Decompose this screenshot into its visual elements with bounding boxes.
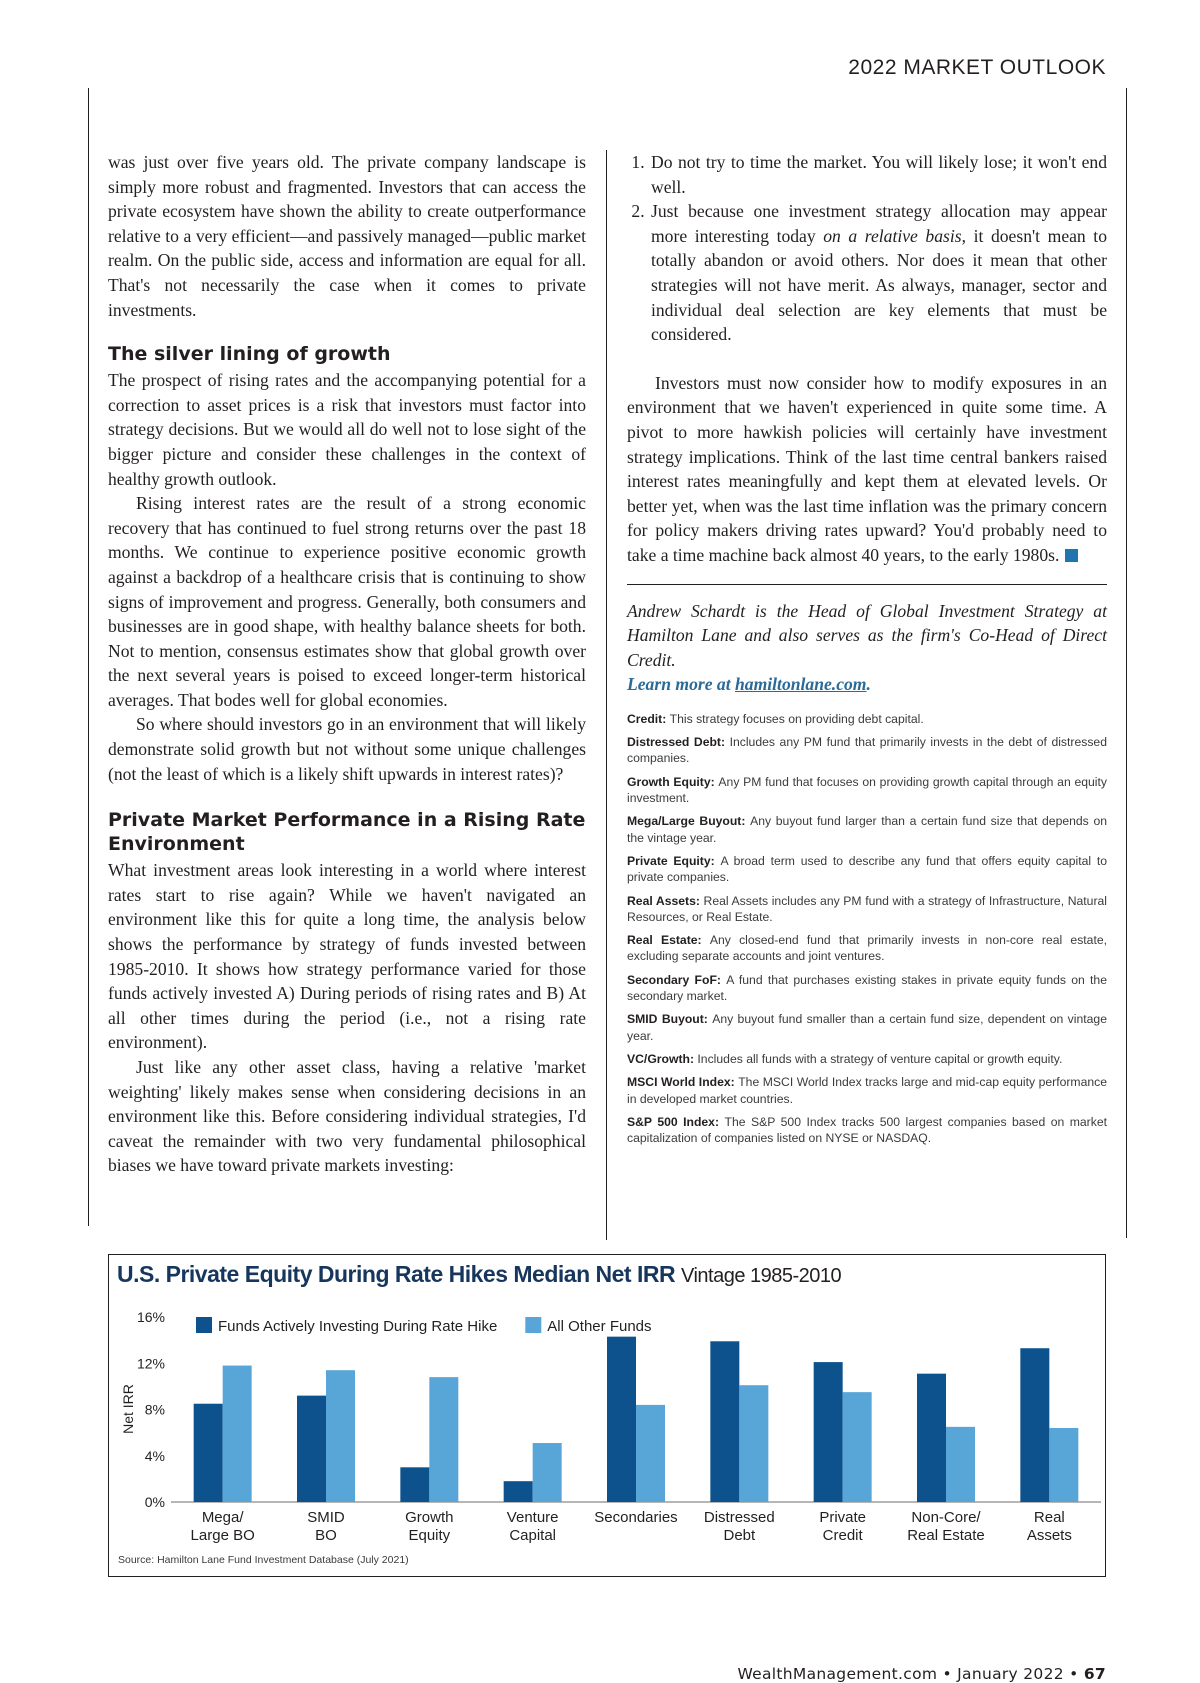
bar	[297, 1396, 326, 1502]
x-tick-label: Real Estate	[907, 1527, 985, 1544]
x-tick-label: Non-Core/	[911, 1509, 981, 1526]
glossary-definition: Any PM fund that focuses on providing growth capital through an equity investment.	[627, 774, 1107, 806]
paragraph: What investment areas look interesting in a world where interest rates start to rise again? While we haven't navigated an environment like this for quite a long time, the analysis below shows the performance by strategy of funds invested between 1985-2010. It shows how strategy performance varied for those funds actively invested A) During periods of rising rates and B) At all other times during the period (i.e., not a rising rate environment).	[108, 860, 586, 1053]
glossary-term: S&P 500 Index:	[627, 1114, 725, 1129]
bar	[194, 1404, 223, 1502]
glossary-entry	[627, 853, 1107, 886]
x-tick-label: Credit	[822, 1527, 863, 1544]
glossary-term: Growth Equity:	[627, 774, 719, 789]
glossary-definition: The MSCI World Index tracks large and mid-cap equity performance in developed market countries.	[627, 1075, 1107, 1106]
bar	[917, 1374, 946, 1502]
right-column	[627, 150, 1107, 1153]
glossary-definition: Any closed-end fund that primarily invests in non-core real estate, excluding separate accounts and joint ventures.	[627, 933, 1108, 964]
paragraph: Rising interest rates are the result of a strong economic recovery that has continued to fuel strong returns over the past 18 months. We continue to experience positive economic growth against a backdrop of a healthcare crisis that is continuing to show signs of improvement and progress. Generally, both consumers and businesses are in good shape, with healthy balance sheets for both. Not to mention, consensus estimates show that global growth over the next several years is poised to exceed longer-term historical averages. That bodes well for global economies.	[108, 493, 586, 710]
list-item	[649, 199, 1107, 347]
glossary-entry	[627, 1011, 1107, 1044]
column-divider-rule	[606, 150, 607, 1240]
biases-list	[627, 150, 1107, 347]
right-margin-rule	[1126, 88, 1127, 1238]
x-tick-label: Secondaries	[594, 1509, 678, 1526]
bar	[326, 1370, 355, 1502]
end-mark-icon	[1065, 549, 1078, 562]
y-axis-label: Net IRR	[120, 1384, 136, 1434]
page-footer	[737, 1665, 1106, 1683]
glossary-entry	[627, 893, 1107, 926]
divider	[627, 584, 1107, 585]
chart-source: Source: Hamilton Lane Fund Investment Database (July 2021)	[118, 1554, 409, 1566]
footer-separator: •	[1069, 1665, 1079, 1683]
glossary-definition: Any buyout fund smaller than a certain fund size, dependent on vintage year.	[627, 1012, 1107, 1043]
glossary-term: MSCI World Index:	[627, 1075, 739, 1090]
paragraph: Just like any other asset class, having a relative 'market weighting' likely makes sense when considering decisions in an environment like this. Before considering individual strategies, I'd caveat the remainder with two very fundamental philosophical biases we have toward private markets investing:	[108, 1057, 586, 1176]
paragraph: was just over five years old. The private company landscape is simply more robust and fragmented. Investors that can access the private ecosystem have shown the ability to create outperformance relative to a very efficient—and passively managed—public market realm. On the public side, access and information are equal for all. That's not necessarily the case when it comes to private investments.	[108, 152, 586, 320]
glossary-entry	[627, 932, 1107, 965]
glossary-term: Real Assets:	[627, 893, 704, 908]
x-tick-label: Growth	[405, 1509, 454, 1526]
learn-more-link[interactable]: hamiltonlane.com	[735, 674, 867, 695]
bar	[1049, 1428, 1078, 1502]
bar	[739, 1385, 768, 1502]
list-item-emphasis: on a relative basis	[823, 225, 962, 246]
list-item	[649, 150, 1107, 199]
glossary-entry	[627, 1051, 1107, 1067]
glossary-definition: A broad term used to describe any fund that offers equity capital to private companies.	[627, 853, 1107, 885]
glossary-definition: Includes all funds with a strategy of venture capital or growth equity.	[697, 1051, 1063, 1066]
learn-more-prefix: Learn more at	[627, 674, 736, 695]
bar	[504, 1481, 533, 1502]
x-tick-label: Real	[1033, 1509, 1065, 1526]
glossary-term: Real Estate:	[627, 933, 710, 948]
chart-title-text: U.S. Private Equity During Rate Hikes Median Net IRR	[117, 1261, 676, 1287]
bar-chart	[109, 1255, 1104, 1575]
y-tick-label: 0%	[144, 1494, 165, 1510]
section-heading: Private Market Performance in a Rising Rate Environment	[108, 809, 586, 856]
glossary-term: VC/Growth:	[627, 1051, 698, 1066]
glossary-definition: Any buyout fund larger than a certain fund size that depends on the vintage year.	[627, 814, 1107, 845]
chart-subtitle: Vintage 1985-2010	[680, 1265, 842, 1287]
glossary-definition: A fund that purchases existing stakes in private equity funds on the secondary market.	[627, 972, 1107, 1004]
legend-label: Funds Actively Investing During Rate Hike	[218, 1318, 498, 1335]
x-tick-label: Private	[819, 1509, 867, 1526]
bar	[223, 1366, 252, 1502]
left-margin-rule	[88, 88, 89, 1226]
bar	[710, 1341, 739, 1502]
glossary-entry	[627, 972, 1107, 1005]
paragraph: So where should investors go in an environment that will likely demonstrate solid growth but not without some unique challenges (not the least of which is a likely shift upwards in interest rates)?	[108, 714, 586, 784]
x-tick-label: SMID	[307, 1509, 345, 1526]
bar	[429, 1377, 458, 1502]
list-item-text: Just because one investment strategy allocation may appear more interesting today	[651, 201, 1107, 246]
x-tick-label: BO	[315, 1527, 337, 1544]
glossary-definition: The S&P 500 Index tracks 500 largest companies based on market capitalization of companies listed on NYSE or NASDAQ.	[627, 1114, 1107, 1146]
bar	[1020, 1348, 1049, 1502]
x-tick-label: Equity	[408, 1527, 451, 1544]
bar	[843, 1392, 872, 1502]
glossary-term: Credit:	[627, 711, 670, 726]
glossary-entry	[627, 734, 1107, 767]
section-heading: The silver lining of growth	[108, 343, 391, 366]
legend-label: All Other Funds	[547, 1318, 652, 1335]
glossary-entry	[627, 1114, 1107, 1147]
glossary-term: Secondary FoF:	[627, 972, 727, 987]
glossary-entry	[627, 711, 1107, 727]
footer-date: January 2022	[957, 1665, 1064, 1683]
glossary	[627, 711, 1107, 1147]
glossary-term: SMID Buyout:	[627, 1012, 713, 1027]
x-tick-label: Venture	[506, 1509, 559, 1526]
footer-separator: •	[942, 1665, 952, 1683]
glossary-definition: Real Assets includes any PM fund with a strategy of Infrastructure, Natural Resources, or Real Estate.	[627, 893, 1107, 924]
bar	[946, 1427, 975, 1502]
footer-site: WealthManagement.com	[737, 1665, 938, 1683]
glossary-definition: This strategy focuses on providing debt capital.	[669, 711, 924, 726]
list-item-text: , it doesn't mean to totally abandon or avoid others. Nor does it mean that other strategies will not have merit. As always, manager, sector and individual deal selection are key elements that must be considered.	[651, 225, 1107, 345]
y-tick-label: 16%	[136, 1309, 165, 1325]
paragraph	[627, 371, 1107, 568]
paragraph-text: Investors must now consider how to modify exposures in an environment that we haven't experienced in quite some time. A pivot to more hawkish policies will certainly have investment strategy implications. Think of the last time central bankers raised interest rates meaningfully and kept them at elevated levels. Or better yet, when was the last time inflation was the primary concern for policy makers driving rates upward? You'd probably need to take a time machine back almost 40 years, to the early 1980s.	[627, 372, 1107, 565]
glossary-term: Mega/Large Buyout:	[627, 814, 751, 829]
bar	[814, 1362, 843, 1502]
legend-swatch	[525, 1317, 541, 1333]
bar	[607, 1337, 636, 1502]
glossary-entry	[627, 1074, 1107, 1107]
bar	[400, 1467, 429, 1502]
y-tick-label: 4%	[144, 1447, 165, 1464]
chart-box	[108, 1254, 1106, 1577]
x-tick-label: Mega/	[201, 1509, 244, 1526]
glossary-term: Private Equity:	[627, 853, 721, 868]
x-tick-label: Assets	[1026, 1527, 1072, 1544]
learn-more	[627, 672, 1107, 697]
list-item-text: Do not try to time the market. You will likely lose; it won't end well.	[651, 152, 1107, 197]
author-bio: Andrew Schardt is the Head of Global Investment Strategy at Hamilton Lane and also serves as the firm's Co-Head of Direct Credit.	[627, 600, 1107, 670]
y-tick-label: 12%	[136, 1355, 165, 1372]
bar	[636, 1405, 665, 1502]
glossary-entry	[627, 813, 1107, 846]
section-title: 2022 MARKET OUTLOOK	[848, 56, 1106, 79]
glossary-entry	[627, 774, 1107, 807]
x-tick-label: Large BO	[190, 1527, 255, 1544]
x-tick-label: Debt	[723, 1527, 756, 1544]
glossary-definition: Includes any PM fund that primarily invests in the debt of distressed companies.	[627, 735, 1107, 766]
x-tick-label: Distressed	[703, 1509, 775, 1526]
legend-swatch	[196, 1317, 212, 1333]
learn-more-suffix: .	[866, 674, 871, 695]
x-tick-label: Capital	[509, 1527, 557, 1544]
glossary-term: Distressed Debt:	[627, 735, 730, 750]
paragraph: The prospect of rising rates and the accompanying potential for a correction to asset prices is a risk that investors must factor into strategy decisions. But we would all do well not to lose sight of the bigger picture and consider these challenges in the context of healthy growth outlook.	[108, 370, 586, 489]
left-column	[108, 150, 586, 1178]
bar	[533, 1443, 562, 1502]
page-number: 67	[1083, 1665, 1106, 1683]
y-tick-label: 8%	[144, 1401, 165, 1418]
